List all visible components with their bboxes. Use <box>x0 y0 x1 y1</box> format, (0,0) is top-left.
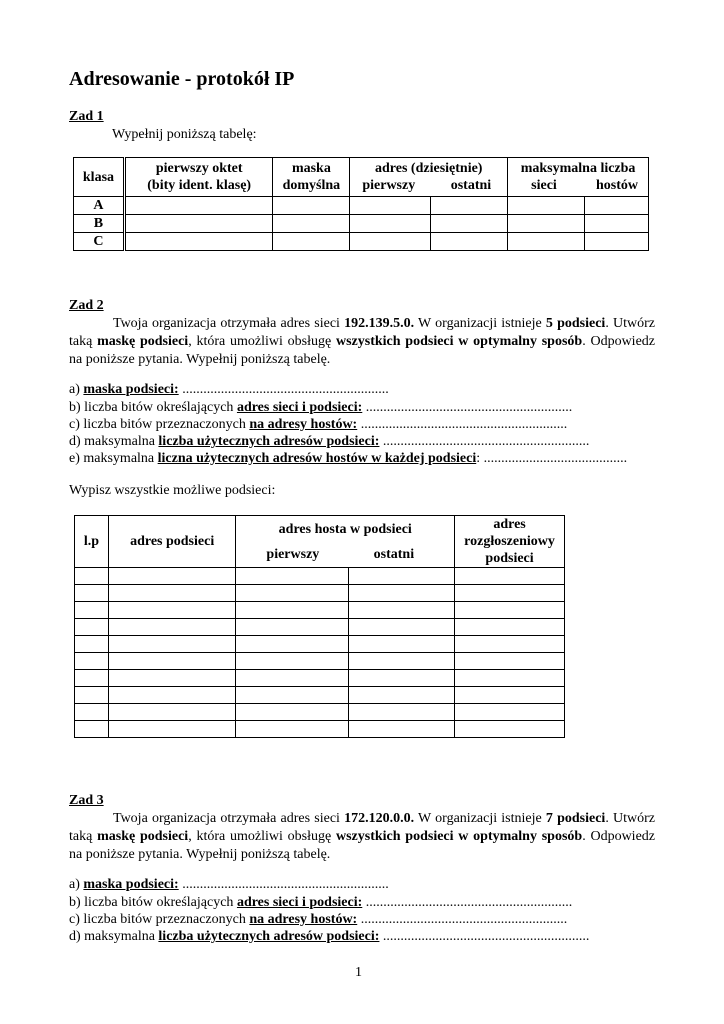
subnet-cell[interactable] <box>236 602 349 619</box>
subnet-cell[interactable] <box>349 585 455 602</box>
subnet-cell[interactable] <box>75 653 109 670</box>
subnet-cell[interactable] <box>108 670 236 687</box>
zad1-heading: Zad 1 <box>69 109 104 124</box>
subnet-cell[interactable] <box>75 670 109 687</box>
header-lp: l.p <box>75 516 109 568</box>
subnet-cell[interactable] <box>108 585 236 602</box>
zad3-question-b: b) liczba bitów określających adres sieci i podsieci: ........................................................... <box>69 895 573 910</box>
subnet-cell[interactable] <box>108 653 236 670</box>
header-max-count: maksymalna liczba sieci hostów <box>508 158 649 197</box>
table-row <box>75 670 565 687</box>
subnet-cell[interactable] <box>349 602 455 619</box>
zad2-question-b: b) liczba bitów określających adres sieci i podsieci: ........................................................... <box>69 400 573 415</box>
subnet-cell[interactable] <box>75 687 109 704</box>
subnet-cell[interactable] <box>455 670 565 687</box>
subnet-cell[interactable] <box>455 602 565 619</box>
header-host-address: adres hosta w podsieci pierwszy ostatni <box>236 516 455 568</box>
subnet-cell[interactable] <box>349 568 455 585</box>
zad3-question-a: a) maska podsieci: ........................................................... <box>69 877 389 892</box>
zad1-instruction: Wypełnij poniższą tabelę: <box>112 127 257 142</box>
subnet-cell[interactable] <box>236 704 349 721</box>
table-row <box>75 619 565 636</box>
subnet-cell[interactable] <box>108 721 236 738</box>
subnet-cell[interactable] <box>236 636 349 653</box>
zad2-question-a: a) maska podsieci: ........................................................... <box>69 382 389 397</box>
subnet-cell[interactable] <box>455 619 565 636</box>
header-default-mask: maska domyślna <box>273 158 350 197</box>
zad3-task-text: Twoja organizacja otrzymała adres sieci 172.120.0.0. W organizacji istnieje 7 podsieci. Utwórz taką maskę podsieci, która umożliwi obsługę wszystkich podsieci w optymalny sposób. Odpowiedz na poniższe pytania. Wypełnij poniższą tabelę. <box>69 811 655 862</box>
header-subnet-address: adres podsieci <box>108 516 236 568</box>
subnet-cell[interactable] <box>108 636 236 653</box>
subnet-cell[interactable] <box>236 670 349 687</box>
subnet-cell[interactable] <box>455 568 565 585</box>
subnet-cell[interactable] <box>455 721 565 738</box>
zad2-task-text: Twoja organizacja otrzymała adres sieci 192.139.5.0. W organizacji istnieje 5 podsieci. Utwórz taką maskę podsieci, która umożliwi obsługę wszystkich podsieci w optymalny sposób. Odpowiedz na poniższe pytania. Wypełnij poniższą tabelę. <box>69 316 655 367</box>
header-first-octet: pierwszy oktet (bity ident. klasę) <box>124 158 273 197</box>
subnet-cell[interactable] <box>349 619 455 636</box>
subnet-cell[interactable] <box>349 670 455 687</box>
subnet-cell[interactable] <box>75 704 109 721</box>
subnet-cell[interactable] <box>75 568 109 585</box>
subnet-cell[interactable] <box>75 636 109 653</box>
subnet-cell[interactable] <box>108 568 236 585</box>
subnet-cell[interactable] <box>455 653 565 670</box>
table-row <box>75 636 565 653</box>
subnet-cell[interactable] <box>108 687 236 704</box>
table-row <box>75 721 565 738</box>
subnet-cell[interactable] <box>236 585 349 602</box>
page-title: Adresowanie - protokół IP <box>69 68 295 90</box>
class-table <box>73 157 649 251</box>
table-row: B <box>74 215 649 233</box>
zad2-heading: Zad 2 <box>69 298 104 313</box>
table-row <box>75 568 565 585</box>
page-number: 1 <box>355 965 362 980</box>
subnet-cell[interactable] <box>108 619 236 636</box>
subnet-cell[interactable] <box>108 602 236 619</box>
table-row <box>75 585 565 602</box>
subnet-cell[interactable] <box>455 636 565 653</box>
subnet-cell[interactable] <box>349 687 455 704</box>
subnet-cell[interactable] <box>349 721 455 738</box>
zad3-heading: Zad 3 <box>69 793 104 808</box>
header-address-range: adres (dziesiętnie) pierwszy ostatni <box>350 158 508 197</box>
subnet-cell[interactable] <box>236 687 349 704</box>
subnet-cell[interactable] <box>236 721 349 738</box>
subnet-cell[interactable] <box>75 721 109 738</box>
subnet-cell[interactable] <box>455 585 565 602</box>
table-row <box>75 704 565 721</box>
subnet-cell[interactable] <box>349 636 455 653</box>
zad2-question-c: c) liczba bitów przeznaczonych na adresy hostów: ........................................................... <box>69 417 568 432</box>
subnet-cell[interactable] <box>236 653 349 670</box>
subnet-cell[interactable] <box>75 602 109 619</box>
zad3-question-c: c) liczba bitów przeznaczonych na adresy hostów: ........................................................... <box>69 912 568 927</box>
subnet-cell[interactable] <box>108 704 236 721</box>
table-row: A <box>74 197 649 215</box>
table-row <box>75 653 565 670</box>
subnet-cell[interactable] <box>75 619 109 636</box>
subnet-table <box>74 515 565 738</box>
subnet-cell[interactable] <box>455 687 565 704</box>
zad2-list-label: Wypisz wszystkie możliwe podsieci: <box>69 483 276 498</box>
subnet-cell[interactable] <box>349 653 455 670</box>
subnet-cell[interactable] <box>236 568 349 585</box>
table-row: C <box>74 233 649 251</box>
zad2-question-d: d) maksymalna liczba użytecznych adresów podsieci: ........................................................... <box>69 434 590 449</box>
subnet-cell[interactable] <box>236 619 349 636</box>
subnet-cell[interactable] <box>75 585 109 602</box>
header-broadcast: adres rozgłoszeniowy podsieci <box>455 516 565 568</box>
table-row <box>75 602 565 619</box>
subnet-cell[interactable] <box>349 704 455 721</box>
subnet-cell[interactable] <box>455 704 565 721</box>
header-klasa: klasa <box>74 158 125 197</box>
table-row <box>75 687 565 704</box>
zad3-question-d: d) maksymalna liczba użytecznych adresów podsieci: ........................................................... <box>69 929 590 944</box>
zad2-question-e: e) maksymalna liczna użytecznych adresów hostów w każdej podsieci: ......................................... <box>69 451 628 466</box>
